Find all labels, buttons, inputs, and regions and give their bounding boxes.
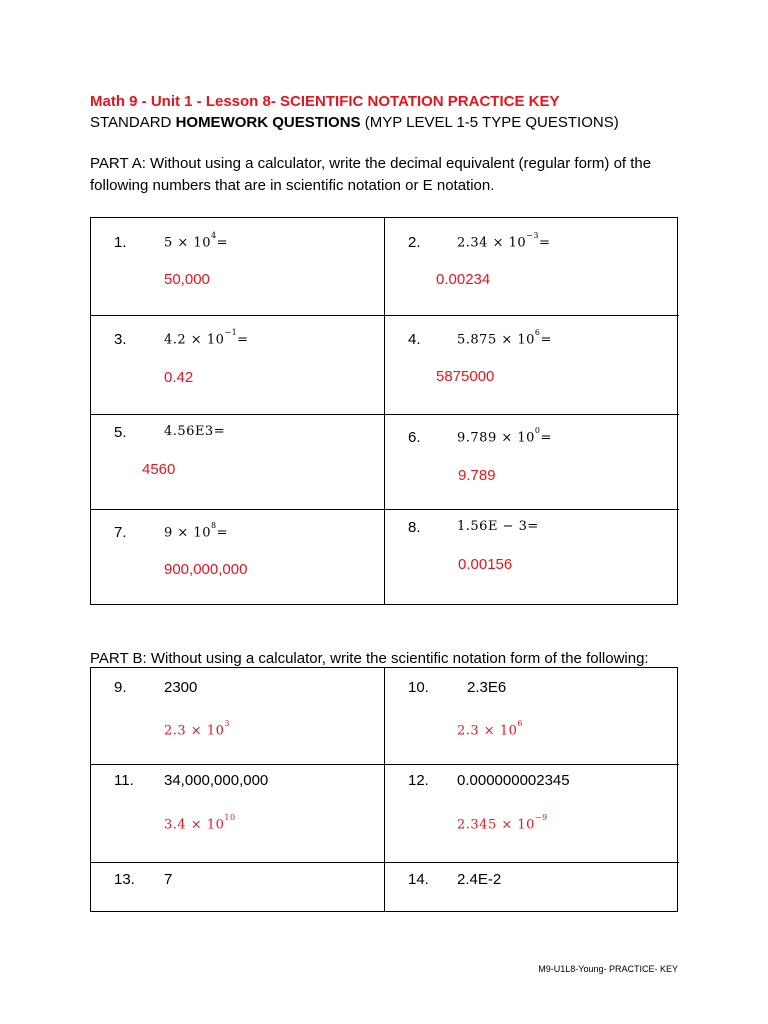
question-number: 4. [408,331,421,348]
question-expression [164,424,225,439]
answer: 4560 [142,461,176,478]
expr-tail: = [540,332,552,348]
answer [164,813,236,833]
question-number: 11. [114,772,134,789]
question-value: 7 [164,871,173,888]
expr-base: 5 × 10 [164,235,211,251]
expr-tail: = [237,332,249,348]
question-cell [385,415,679,510]
question-number: 1. [114,234,127,251]
question-cell [385,510,679,604]
answer [164,719,230,739]
question-expression [457,426,552,446]
expr-tail: = [216,525,228,541]
expr-exponent: −3 [526,231,539,240]
question-value: 34,000,000,000 [164,772,269,789]
subtitle-prefix: STANDARD [90,114,176,131]
question-cell [91,218,385,316]
expr-tail: = [540,430,552,446]
answer-exponent: 6 [517,719,523,728]
answer: 9.789 [458,467,496,484]
answer-exponent: 3 [224,719,230,728]
answer-base: 2.3 × 10 [164,723,225,739]
question-cell [91,415,385,510]
expr-base: 2.34 × 10 [457,235,527,251]
question-number: 2. [408,234,421,251]
answer [457,719,523,739]
question-cell [385,765,679,863]
expr-base: 4.56E3= [164,424,226,439]
answer: 0.42 [164,369,194,386]
answer: 5875000 [436,368,495,385]
expr-base: 9.789 × 10 [457,430,535,446]
answer-base: 2.3 × 10 [457,723,518,739]
question-cell [91,863,385,911]
expr-exponent: 4 [210,231,217,240]
answer: 0.00156 [458,556,513,573]
question-number: 9. [114,679,127,696]
expr-exponent: −1 [224,328,238,337]
question-cell [385,863,679,911]
question-number: 6. [408,429,421,446]
question-expression [164,328,249,348]
expr-tail: = [538,235,551,251]
answer-exponent: −9 [534,813,548,822]
question-value: 2.4E-2 [457,871,502,888]
answer: 0.00234 [436,271,491,288]
question-number: 10. [408,679,429,696]
question-number: 3. [114,331,127,348]
question-value: 2300 [164,679,198,696]
question-value: 0.000000002345 [457,772,570,789]
answer [457,813,548,833]
question-number: 12. [408,772,429,789]
question-cell [385,218,679,316]
expr-exponent: 6 [534,328,541,337]
question-expression [457,519,539,534]
expr-base: 9 × 10 [164,525,211,541]
part-a-instruction: PART A: Without using a calculator, write the decimal equivalent (regular form) of the following numbers that are in scientific notation or E notation. [90,155,652,194]
expr-base: 4.2 × 10 [164,332,225,348]
question-cell [91,316,385,415]
question-value: 2.3E6 [467,679,507,696]
question-number: 5. [114,424,127,441]
answer-exponent: 10 [224,813,236,822]
question-cell [91,668,385,765]
page-footer: M9-U1L8-Young- PRACTICE- KEY [538,964,678,974]
question-cell [385,668,679,765]
expr-tail: = [216,235,228,251]
question-number: 14. [408,871,429,888]
answer: 900,000,000 [164,561,248,578]
question-number: 13. [114,871,135,888]
part-b-table [90,667,678,912]
page-subtitle [90,114,619,131]
answer-base: 2.345 × 10 [457,817,535,833]
question-expression [164,231,228,251]
question-number: 8. [408,519,421,536]
part-a-table [90,217,678,605]
expr-exponent: 0 [534,426,541,435]
question-cell [385,316,679,415]
question-number: 7. [114,524,127,541]
question-cell [91,510,385,604]
question-expression [457,231,551,251]
expr-base: 5.875 × 10 [457,332,535,348]
expr-exponent: 8 [210,521,217,530]
page-title: Math 9 - Unit 1 - Lesson 8- SCIENTIFIC NOTATION PRACTICE KEY [90,93,560,110]
answer: 50,000 [164,271,210,288]
question-expression [457,328,552,348]
expr-base: 1.56E − 3= [457,519,539,534]
question-expression [164,521,228,541]
answer-base: 3.4 × 10 [164,817,225,833]
subtitle-suffix: (MYP LEVEL 1-5 TYPE QUESTIONS) [360,114,619,131]
part-b-instruction: PART B: Without using a calculator, write the scientific notation form of the following: [90,650,649,667]
subtitle-bold: HOMEWORK QUESTIONS [175,114,361,131]
question-cell [91,765,385,863]
